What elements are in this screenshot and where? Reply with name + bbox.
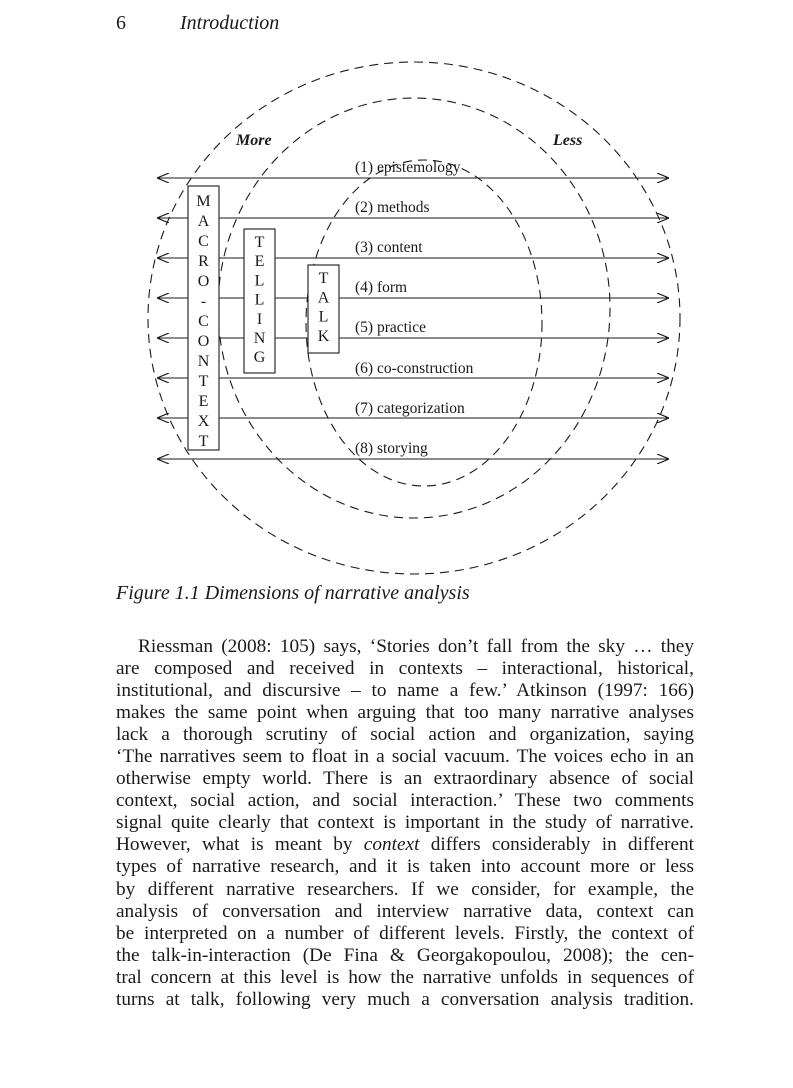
- text-line: lack a thorough scrutiny of social action and organization, saying: [116, 724, 694, 746]
- outer-context-ellipse: [148, 62, 680, 574]
- label-less: Less: [553, 132, 583, 149]
- dimension-label: (5) practice: [355, 319, 426, 336]
- box-letter: A: [197, 213, 210, 230]
- text-line: Riessman (2008: 105) says, ‘Stories don’t fall from the sky … they: [138, 636, 694, 657]
- text-line: signal quite clearly that context is important in the study of narrative.: [116, 812, 694, 834]
- box-letter: E: [254, 253, 265, 271]
- text-segment: differs considerably in different: [419, 834, 694, 856]
- dimension-label: (8) storying: [355, 440, 428, 457]
- box-letter: O: [197, 333, 210, 350]
- text-segment: However, what is meant by: [116, 834, 364, 856]
- box-letter: A: [317, 289, 330, 307]
- text-line: analysis of conversation and interview narrative data, context can: [116, 900, 694, 922]
- emphasis-context: context: [363, 834, 420, 856]
- text-line: be interpreted on a number of different levels. Firstly, the context of: [116, 922, 694, 944]
- running-title: Introduction: [180, 12, 280, 34]
- box-letter: O: [197, 273, 210, 290]
- box-letter: N: [253, 330, 266, 347]
- box-letter: K: [317, 327, 330, 345]
- text-line: the talk-in-interaction (De Fina & Georgakopoulou, 2008); the cen-: [116, 944, 694, 966]
- dimension-label: (3) content: [355, 239, 423, 256]
- text-line: [116, 834, 694, 856]
- text-line: are composed and received in contexts – interactional, historical,: [116, 658, 694, 680]
- text-line: by different narrative researchers. If we consider, for example, the: [116, 878, 694, 900]
- dimension-label: (7) categorization: [355, 400, 465, 417]
- box-letter: C: [198, 313, 209, 330]
- text-line: types of narrative research, and it is taken into account more or less: [116, 856, 694, 878]
- text-line: makes the same point when arguing that too many narrative analyses: [116, 702, 694, 724]
- box-letter: -: [200, 293, 207, 310]
- box-letter: R: [198, 253, 209, 270]
- text-line: tral concern at this level is how the narrative unfolds in sequences of: [116, 966, 694, 988]
- text-line: institutional, and discursive – to name a few.’ Atkinson (1997: 166): [116, 680, 694, 702]
- dimension-labels: [355, 159, 474, 457]
- text-line: otherwise empty world. There is an extraordinary absence of social: [116, 768, 694, 790]
- box-letter: T: [254, 234, 265, 251]
- box-letter: G: [253, 349, 266, 367]
- body-paragraph: [116, 636, 694, 1011]
- box-letter: T: [198, 433, 209, 450]
- telling-letters: [254, 234, 266, 366]
- box-letter: L: [318, 308, 329, 326]
- box-letter: L: [254, 272, 265, 290]
- label-more: More: [236, 132, 272, 149]
- dimension-label: (2) methods: [355, 199, 430, 216]
- box-letter: T: [318, 270, 329, 287]
- box-letter: L: [254, 291, 265, 309]
- box-letter: E: [198, 393, 209, 410]
- text-line: turns at talk, following very much a conversation analysis tradition.: [116, 988, 694, 1010]
- dimension-label: (4) form: [355, 279, 408, 296]
- text-line: context, social action, and social interaction.’ These two comments: [116, 790, 694, 812]
- box-letter: X: [197, 413, 210, 430]
- box-letter: N: [197, 353, 210, 370]
- box-letter: C: [198, 233, 209, 250]
- box-letter: M: [196, 193, 211, 210]
- box-letter: T: [198, 373, 209, 390]
- dimension-label: (6) co-construction: [355, 360, 474, 377]
- figure-caption: Figure 1.1 Dimensions of narrative analysis: [116, 582, 470, 604]
- text-line: ‘The narratives seem to float in a social vacuum. The voices echo in an: [116, 746, 694, 768]
- dimension-label: (1) epistemology: [355, 159, 461, 176]
- box-letter: I: [256, 310, 263, 328]
- page-number: 6: [116, 12, 126, 34]
